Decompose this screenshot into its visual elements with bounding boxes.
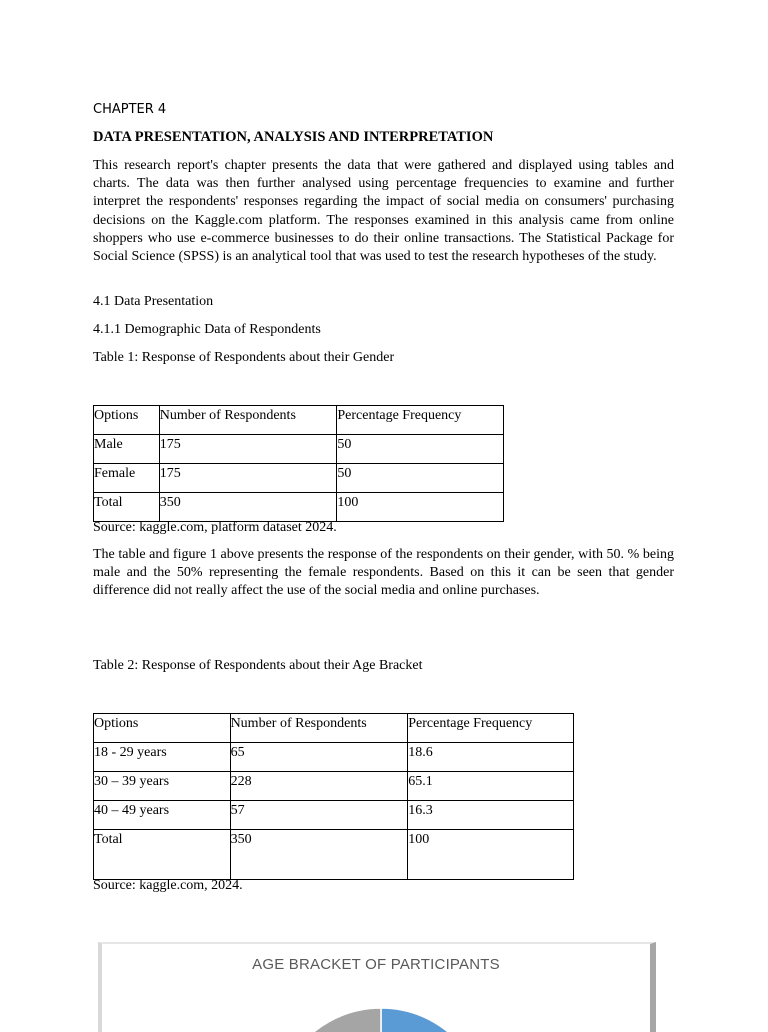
age-table xyxy=(93,713,574,880)
gender-table xyxy=(93,405,504,522)
section-heading-4-1-1: 4.1.1 Demographic Data of Respondents xyxy=(93,322,321,337)
table-cell: 40 – 49 years xyxy=(94,801,231,830)
pie-slice xyxy=(290,1008,381,1032)
table-cell: Male xyxy=(94,435,160,464)
table-row xyxy=(94,493,504,522)
table-header-cell: Options xyxy=(94,714,231,743)
age-bracket-chart xyxy=(98,942,656,1032)
table1-caption: Table 1: Response of Respondents about their Gender xyxy=(93,350,395,365)
table-header-row xyxy=(94,406,504,435)
intro-paragraph: This research report's chapter presents the data that were gathered and displayed using tables and charts. The data was then further analysed using percentage frequencies to examine and further interpret the respondents' responses regarding the impact of social media on consumers' purchasing decisions on the Kaggle.com platform. The responses examined in this analysis came from online shoppers who use e-commerce businesses to do their online transactions. The Statistical Package for Social Science (SPSS) is an analytical tool that was used to test the research hypotheses of the study. xyxy=(93,158,674,265)
table-cell: 50 xyxy=(337,435,504,464)
table-header-cell: Options xyxy=(94,406,160,435)
table-cell: 57 xyxy=(230,801,408,830)
table-row xyxy=(94,435,504,464)
table-cell: 65.1 xyxy=(408,772,574,801)
section-heading-4-1: 4.1 Data Presentation xyxy=(93,294,214,309)
table-cell: 228 xyxy=(230,772,408,801)
table-header-cell: Percentage Frequency xyxy=(337,406,504,435)
table-row xyxy=(94,830,574,880)
table-cell: Total xyxy=(94,830,231,880)
table-header-cell: Percentage Frequency xyxy=(408,714,574,743)
table-row xyxy=(94,801,574,830)
table-cell: 30 – 39 years xyxy=(94,772,231,801)
table-cell: 350 xyxy=(159,493,337,522)
table-header-row xyxy=(94,714,574,743)
chart-title: AGE BRACKET OF PARTICIPANTS xyxy=(252,956,500,973)
chapter-heading: DATA PRESENTATION, ANALYSIS AND INTERPRETATION xyxy=(93,129,494,145)
table1-source: Source: kaggle.com, platform dataset 2024. xyxy=(93,520,337,535)
table-row xyxy=(94,743,574,772)
table-row xyxy=(94,772,574,801)
table-header-cell: Number of Respondents xyxy=(159,406,337,435)
table-cell: 65 xyxy=(230,743,408,772)
table-cell: 350 xyxy=(230,830,408,880)
pie-chart-canvas xyxy=(102,944,650,1032)
table-cell: 100 xyxy=(337,493,504,522)
table-cell: 16.3 xyxy=(408,801,574,830)
chapter-label: CHAPTER 4 xyxy=(93,102,167,117)
table-cell: Total xyxy=(94,493,160,522)
table-row xyxy=(94,464,504,493)
table-cell: 50 xyxy=(337,464,504,493)
gender-paragraph: The table and figure 1 above presents the response of the respondents on their gender, with 50. % being male and the 50% representing the female respondents. Based on this it can be seen that gender difference did not really affect the use of the social media and online purchases. xyxy=(93,547,674,599)
table2-source: Source: kaggle.com, 2024. xyxy=(93,878,243,893)
table-cell: Female xyxy=(94,464,160,493)
table-header-cell: Number of Respondents xyxy=(230,714,408,743)
pie-slice xyxy=(381,1008,479,1032)
table-cell: 18 - 29 years xyxy=(94,743,231,772)
table-cell: 18.6 xyxy=(408,743,574,772)
table2-caption: Table 2: Response of Respondents about their Age Bracket xyxy=(93,658,423,673)
table-cell: 100 xyxy=(408,830,574,880)
table-cell: 175 xyxy=(159,464,337,493)
table-cell: 175 xyxy=(159,435,337,464)
